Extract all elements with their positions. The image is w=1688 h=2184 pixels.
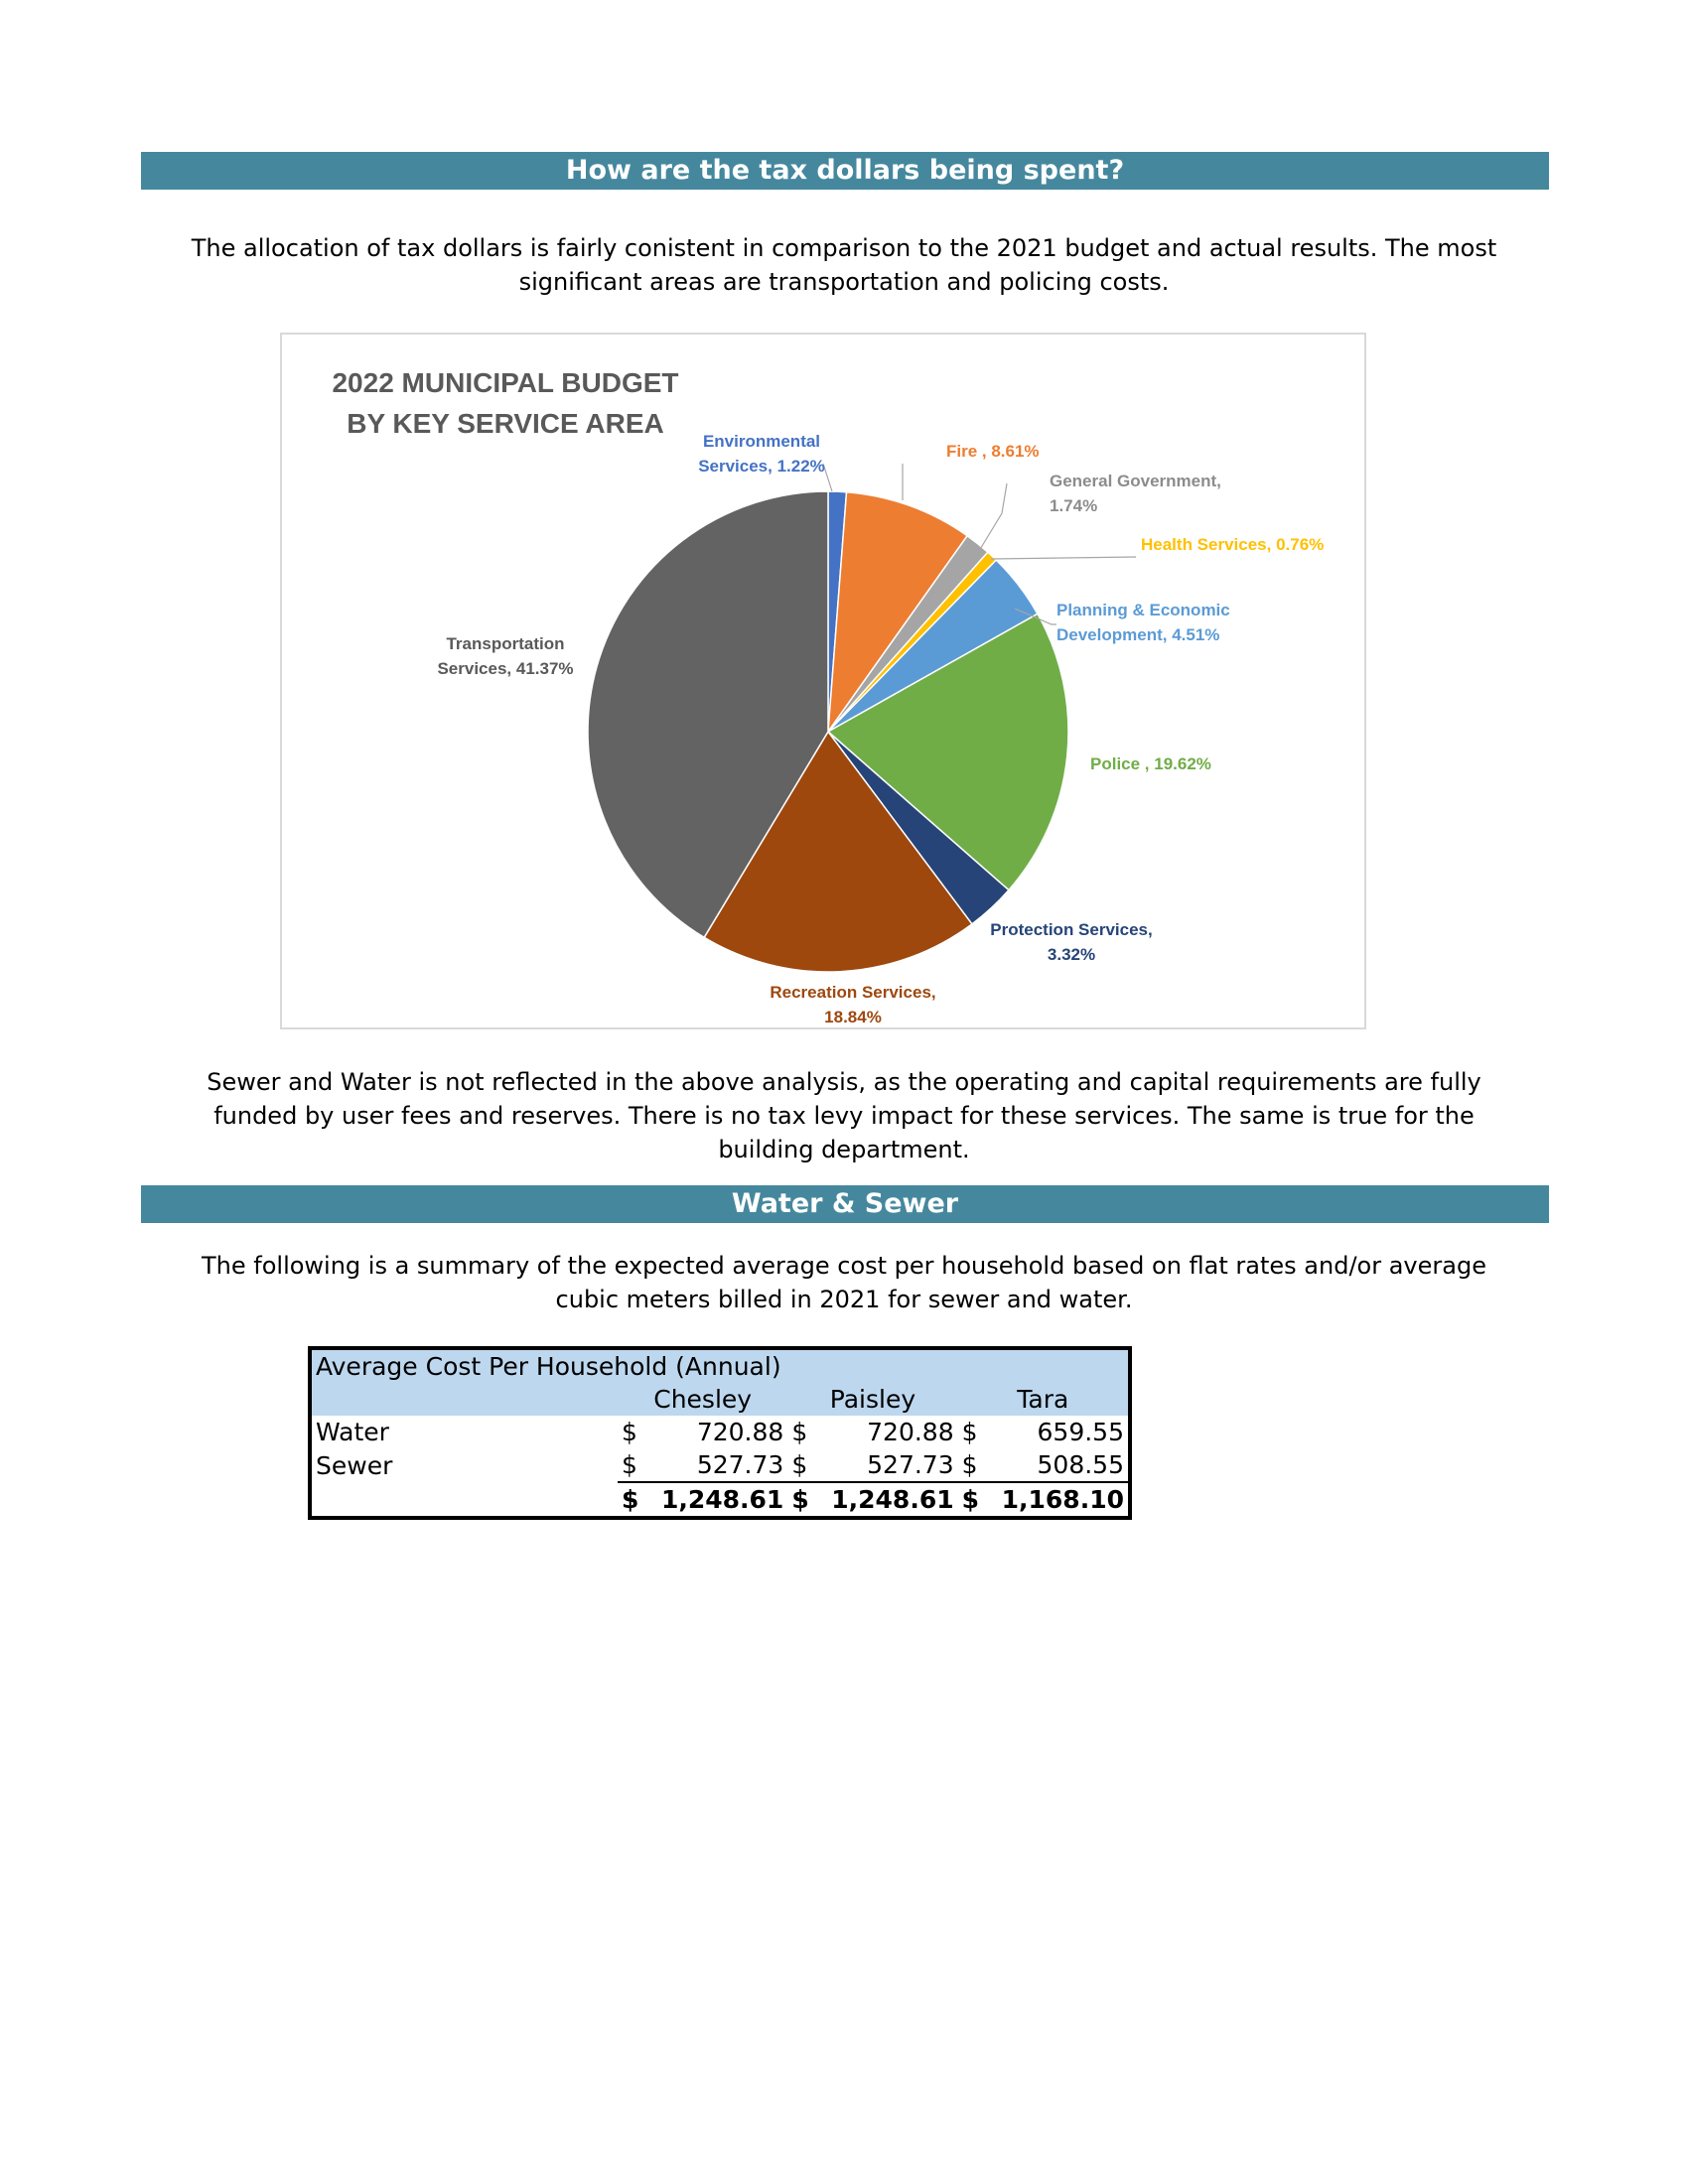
table-title: Average Cost Per Household (Annual): [310, 1348, 1130, 1383]
slice-label-line: Recreation Services,: [770, 983, 936, 1002]
intro-line: cubic meters billed in 2021 for sewer and water.: [555, 1286, 1133, 1313]
total-value: 1,248.61: [825, 1482, 957, 1518]
average-cost-table: [308, 1346, 1132, 1520]
table-row: [310, 1448, 1130, 1482]
currency-symbol: $: [961, 1450, 978, 1479]
cell-value: 508.55: [1037, 1450, 1124, 1479]
slice-label: [1141, 535, 1324, 554]
slice-label-line: Fire , 8.61%: [946, 442, 1040, 461]
cell-value: 527.73: [867, 1450, 954, 1479]
currency-symbol: $: [622, 1450, 637, 1479]
column-header: Paisley: [787, 1383, 957, 1416]
slice-label: [1050, 472, 1221, 515]
table-header-row: [310, 1383, 1130, 1416]
slice-label-line: 1.74%: [1050, 496, 1098, 515]
table-row: [310, 1416, 1130, 1448]
currency-symbol: $: [622, 1418, 637, 1446]
slice-label-line: 3.32%: [1047, 945, 1096, 964]
slice-label-line: Transportation: [446, 634, 565, 653]
currency-symbol: $: [961, 1418, 978, 1446]
section-heading-water-sewer: Water & Sewer: [141, 1185, 1549, 1223]
note-line: building department.: [718, 1136, 970, 1163]
section-heading-tax-dollars: How are the tax dollars being spent?: [141, 152, 1549, 190]
sewer-water-note: [149, 1065, 1539, 1166]
row-label: Sewer: [316, 1450, 393, 1480]
slice-label-line: Police , 19.62%: [1090, 754, 1211, 773]
intro-line: significant areas are transportation and policing costs.: [518, 268, 1170, 296]
table-total-row: [310, 1482, 1130, 1518]
slice-label-line: Health Services, 0.76%: [1141, 535, 1325, 554]
cell-value: 720.88: [867, 1418, 954, 1446]
chart-title-line: BY KEY SERVICE AREA: [347, 408, 664, 439]
budget-pie-chart: [280, 333, 1366, 1029]
tax-allocation-intro: [149, 231, 1539, 299]
slice-label-line: Environmental: [702, 432, 821, 451]
slice-label: [1090, 754, 1211, 773]
currency-symbol: $: [791, 1450, 808, 1479]
slice-label: [990, 920, 1152, 964]
total-value: 1,248.61: [655, 1482, 787, 1518]
slice-label-line: Services, 1.22%: [698, 457, 825, 476]
slice-label: [946, 442, 1040, 461]
table-title-row: [310, 1348, 1130, 1383]
slice-label-line: Development, 4.51%: [1056, 625, 1220, 644]
slice-label-line: General Government,: [1050, 472, 1221, 490]
slice-label-line: Services, 41.37%: [437, 659, 574, 678]
column-header: Chesley: [618, 1383, 787, 1416]
column-header: Tara: [958, 1383, 1130, 1416]
water-sewer-intro: [149, 1249, 1539, 1316]
row-label: Water: [316, 1418, 389, 1446]
cell-value: 720.88: [696, 1418, 784, 1446]
slice-label: [437, 634, 573, 678]
leader-line: [991, 557, 1136, 559]
intro-line: The allocation of tax dollars is fairly conistent in comparison to the 2021 budget and actual results. The most: [191, 234, 1497, 262]
total-value: 1,168.10: [996, 1482, 1130, 1518]
leader-line: [979, 483, 1007, 551]
slice-label-line: Planning & Economic: [1056, 601, 1230, 619]
currency-symbol: $: [787, 1482, 825, 1518]
pie-svg: [282, 335, 1364, 1027]
cell-value: 659.55: [1037, 1418, 1124, 1446]
intro-line: The following is a summary of the expected average cost per household based on flat rates and/or average: [202, 1252, 1486, 1280]
currency-symbol: $: [958, 1482, 996, 1518]
note-line: Sewer and Water is not reflected in the above analysis, as the operating and capital requirements are fully: [207, 1068, 1481, 1096]
note-line: funded by user fees and reserves. There is no tax levy impact for these services. The same is true for the: [213, 1102, 1475, 1130]
chart-title-line: 2022 MUNICIPAL BUDGET: [332, 367, 679, 398]
slice-label-line: Protection Services,: [990, 920, 1153, 939]
slice-label: [770, 983, 935, 1026]
slice-label: [698, 432, 825, 476]
slice-label-line: 18.84%: [824, 1008, 882, 1026]
currency-symbol: $: [791, 1418, 808, 1446]
currency-symbol: $: [618, 1482, 655, 1518]
cell-value: 527.73: [696, 1450, 784, 1479]
slice-label: [1056, 601, 1230, 644]
